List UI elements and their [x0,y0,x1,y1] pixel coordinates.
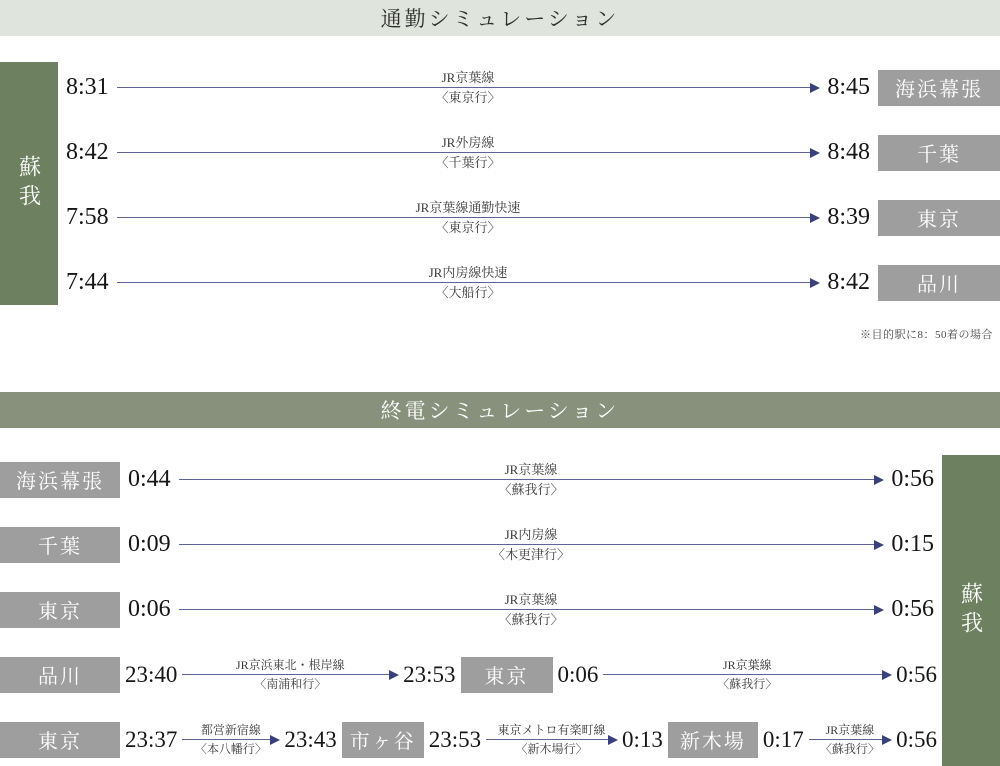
origin-station: 千葉 [0,527,120,563]
train-segment [179,591,884,629]
line-name: JR京葉線 [504,591,558,607]
commute-rows [0,55,1000,315]
destination-station: 品川 [878,265,1000,301]
route-arrow-icon [117,217,820,219]
arrival-time: 0:15 [891,531,934,557]
arrival-time: 0:56 [891,466,934,492]
departure-time: 8:42 [66,139,109,165]
origin-station: 東京 [0,722,120,758]
route-arrow-icon [486,739,617,741]
route-arrow-icon [179,544,884,546]
train-segment [117,69,820,107]
transfer-departure-time: 23:53 [428,726,482,752]
last-train-row-3 [0,577,1000,642]
commute-section-title: 通勤シミュレーション [380,7,620,31]
train-segment [117,264,820,302]
line-name: JR京葉線 [504,461,558,477]
departure-time: 23:37 [125,726,178,752]
transfer-station: 市ヶ谷 [342,722,424,758]
transfer-arrival-time: 23:43 [284,726,337,752]
last-train-row-1 [0,447,1000,512]
line-direction: 〈木更津行〉 [491,546,570,562]
transfer-arrival-time: 23:53 [403,661,456,687]
route-arrow-icon [117,87,820,89]
line-direction: 〈東京行〉 [435,89,501,105]
line-direction: 〈新木場行〉 [515,741,588,756]
route-arrow-icon [182,739,279,741]
route-arrow-icon [117,152,820,154]
route-arrow-icon [603,674,891,676]
departure-time: 0:44 [128,466,171,492]
commute-row-1 [0,55,1000,120]
arrival-time: 8:39 [827,204,870,230]
last-train-row-2 [0,512,1000,577]
route-arrow-icon [182,674,398,676]
transfer-station: 新木場 [668,722,758,758]
origin-station: 東京 [0,592,120,628]
arrival-time: 0:56 [896,661,937,687]
train-segment [117,134,820,172]
arrival-time: 8:42 [827,269,870,295]
route-arrow-icon [179,479,884,481]
last-train-section-header [0,392,1000,428]
line-name: 東京メトロ有楽町線 [497,722,606,737]
transfer-arrival-time: 0:13 [621,726,663,752]
departure-time: 23:40 [125,661,178,687]
destination-station: 千葉 [878,135,1000,171]
last-train-rows [0,447,1000,766]
last-train-section-title: 終電シミュレーション [380,399,620,423]
train-segment [179,461,884,499]
line-name: 都営新宿線 [200,722,261,737]
line-direction: 〈大船行〉 [435,284,501,300]
commute-section-header [0,0,1000,36]
line-direction: 〈蘇我行〉 [819,741,880,756]
transfer-station: 東京 [461,657,553,693]
train-segment [603,657,891,693]
destination-station: 東京 [878,200,1000,236]
line-name: JR外房線 [441,134,495,150]
origin-station: 海浜幕張 [0,462,120,498]
line-name: JR内房線快速 [428,264,508,280]
train-segment [179,526,884,564]
line-name: JR京葉線通勤快速 [415,199,521,215]
line-name: JR内房線 [504,526,558,542]
destination-station: 海浜幕張 [878,70,1000,106]
line-direction: 〈蘇我行〉 [498,481,564,497]
commute-row-4 [0,250,1000,315]
origin-station-soga: 蘇我 [0,62,58,305]
departure-time: 7:44 [66,269,109,295]
last-train-row-5 [0,707,1000,766]
arrival-time: 8:45 [827,74,870,100]
origin-station: 品川 [0,657,120,693]
transfer-departure-time: 0:06 [557,661,599,687]
line-direction: 〈蘇我行〉 [717,676,778,691]
destination-station-soga: 蘇我 [942,455,1000,766]
departure-time: 8:31 [66,74,109,100]
line-name: JR京浜東北・根岸線 [235,657,345,672]
line-name: JR京葉線 [825,722,875,737]
arrival-time: 0:56 [891,596,934,622]
train-segment [182,657,398,693]
departure-time: 0:06 [128,596,171,622]
commute-row-3 [0,185,1000,250]
route-arrow-icon [117,282,820,284]
line-direction: 〈本八幡行〉 [194,741,267,756]
arrival-time: 0:56 [896,726,937,752]
commute-note: ※目的駅に8：50着の場合 [860,329,993,341]
route-arrow-icon [179,609,884,611]
train-segment [486,722,617,758]
train-segment [809,722,891,758]
departure-time: 7:58 [66,204,109,230]
commute-row-2 [0,120,1000,185]
line-direction: 〈千葉行〉 [435,154,501,170]
train-segment [182,722,279,758]
line-direction: 〈南浦和行〉 [254,676,327,691]
line-direction: 〈東京行〉 [435,219,501,235]
line-direction: 〈蘇我行〉 [498,611,564,627]
arrival-time: 8:48 [827,139,870,165]
train-segment [117,199,820,237]
line-name: JR京葉線 [722,657,772,672]
last-train-row-4 [0,642,1000,707]
line-name: JR京葉線 [441,69,495,85]
transfer-departure-time: 0:17 [762,726,804,752]
departure-time: 0:09 [128,531,171,557]
route-arrow-icon [809,739,891,741]
